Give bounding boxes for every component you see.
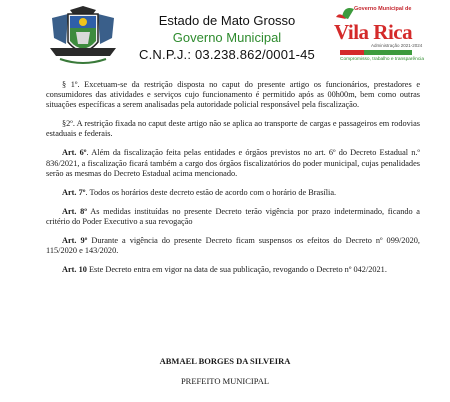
state-name: Estado de Mato Grosso: [158, 13, 296, 28]
paragraph-text: . Além da fiscalização feita pelas entidades e órgãos previstos no art. 6º do Decreto Estadual n.º 836/2021, a fiscalização ficará também a cargo dos órgãos fiscalizatórios do poder municipal, cujas penalidades serão as mesmas do Decreto Estadual acima mencionado.: [46, 148, 420, 178]
cnpj-number: C.N.P.J.: 03.238.862/0001-45: [139, 47, 315, 62]
logo-city-name: Vila Rica: [334, 20, 413, 44]
paragraph: [46, 207, 420, 227]
paragraph: [46, 119, 420, 139]
coat-of-arms-icon: [46, 4, 120, 68]
article-label: Art. 7º: [62, 187, 86, 197]
paragraph-text: § 1º. Excetuam-se da restrição disposta no caput do presente artigo os funcionários, prestadores e consumidores das atividades e serviços cujo funcionamento é permitido após as 00h00m, bem como outras situações específicas a serem analisadas pela autoridade policial responsável pela fiscalização.: [46, 80, 420, 110]
signatory-role: PREFEITO MUNICIPAL: [180, 376, 270, 386]
article-label: Art. 6º: [62, 148, 87, 158]
article-label: Art. 8º: [62, 206, 88, 216]
paragraph: [46, 265, 420, 275]
signatory-name: ABMAEL BORGES DA SILVEIRA: [159, 356, 291, 366]
paragraph: [46, 188, 420, 198]
paragraph: [46, 148, 420, 178]
paragraph: [46, 236, 420, 256]
paragraph-text: . Todos os horários deste decreto estão de acordo com o horário de Brasília.: [85, 187, 337, 197]
paragraph-text: Este Decreto entra em vigor na data de sua publicação, revogando o Decreto nº 042/2021.: [86, 265, 387, 275]
logo-gov-text: Governo Municipal de: [354, 6, 412, 12]
logo-slogan: Compromisso, trabalho e transparência: [340, 57, 424, 62]
government-name: Governo Municipal: [172, 30, 282, 45]
vila-rica-logo: [334, 3, 424, 67]
paragraph-text: Durante a vigência do presente Decreto ficam suspensos os efeitos do Decreto nº 099/2020, 115/2020 e 143/2020.: [46, 236, 420, 256]
decree-body: [46, 80, 420, 284]
header-text-block: [122, 12, 332, 63]
paragraph: [46, 80, 420, 110]
document-header: [0, 0, 450, 72]
paragraph-text: As medidas instituídas no presente Decreto terão vigência por prazo indeterminado, ficando a critério do Poder Executivo a sua revogação: [46, 206, 420, 226]
logo-year: Administração 2021-2024: [371, 43, 423, 48]
article-label: Art. 10: [62, 265, 87, 275]
article-label: Art. 9º: [62, 236, 88, 246]
paragraph-text: §2º. A restrição fixada no caput deste artigo não se aplica ao transporte de cargas e passageiros em rodovias estaduais e federais.: [46, 119, 420, 139]
